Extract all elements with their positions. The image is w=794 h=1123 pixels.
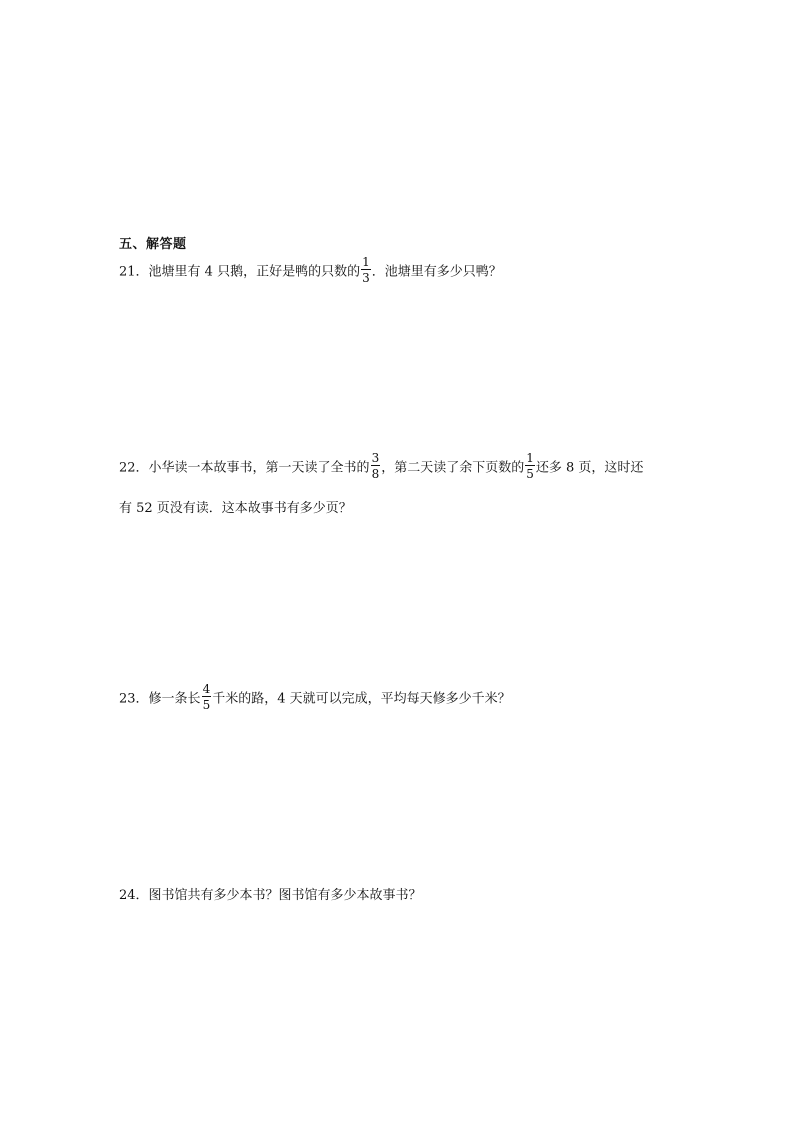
- question-23: [119, 683, 511, 711]
- fraction: [371, 452, 381, 480]
- question-number: 22．: [119, 460, 149, 476]
- question-number: 23．: [119, 691, 149, 707]
- question-text: 还多 8 页，这时还: [535, 460, 644, 476]
- question-number: 24．: [119, 888, 149, 903]
- fraction-numerator: 1: [526, 451, 534, 465]
- question-text: 千米的路，4 天就可以完成，平均每天修多少千米？: [212, 691, 511, 707]
- question-text: ，第二天读了余下页数的: [381, 460, 525, 476]
- question-22-line-2: [119, 497, 352, 516]
- question-text: 池塘里有 4 只鹅，正好是鸭的只数的: [148, 264, 361, 280]
- question-text: 修一条长: [148, 691, 201, 707]
- fraction-numerator: 1: [362, 255, 370, 269]
- fraction: [202, 683, 212, 711]
- question-text: 图书馆共有多少本书？图书馆有多少本故事书？: [148, 888, 422, 903]
- question-21: [119, 256, 502, 284]
- fraction-numerator: 4: [202, 682, 211, 696]
- fraction-denominator: 5: [526, 467, 534, 481]
- question-text: 有 52 页没有读．这本故事书有多少页？: [119, 501, 352, 516]
- fraction-numerator: 3: [371, 451, 380, 465]
- fraction: [361, 256, 371, 284]
- fraction-denominator: 8: [371, 467, 380, 481]
- question-22: [119, 452, 643, 480]
- question-text: ．池塘里有多少只鸭？: [371, 264, 502, 280]
- fraction-denominator: 3: [362, 271, 370, 285]
- section-title: 五、解答题: [119, 237, 187, 252]
- question-text: 小华读一本故事书，第一天读了全书的: [148, 460, 370, 476]
- question-number: 21．: [119, 264, 149, 280]
- fraction-denominator: 5: [202, 698, 211, 712]
- question-24: [119, 884, 422, 903]
- fraction: [525, 452, 535, 480]
